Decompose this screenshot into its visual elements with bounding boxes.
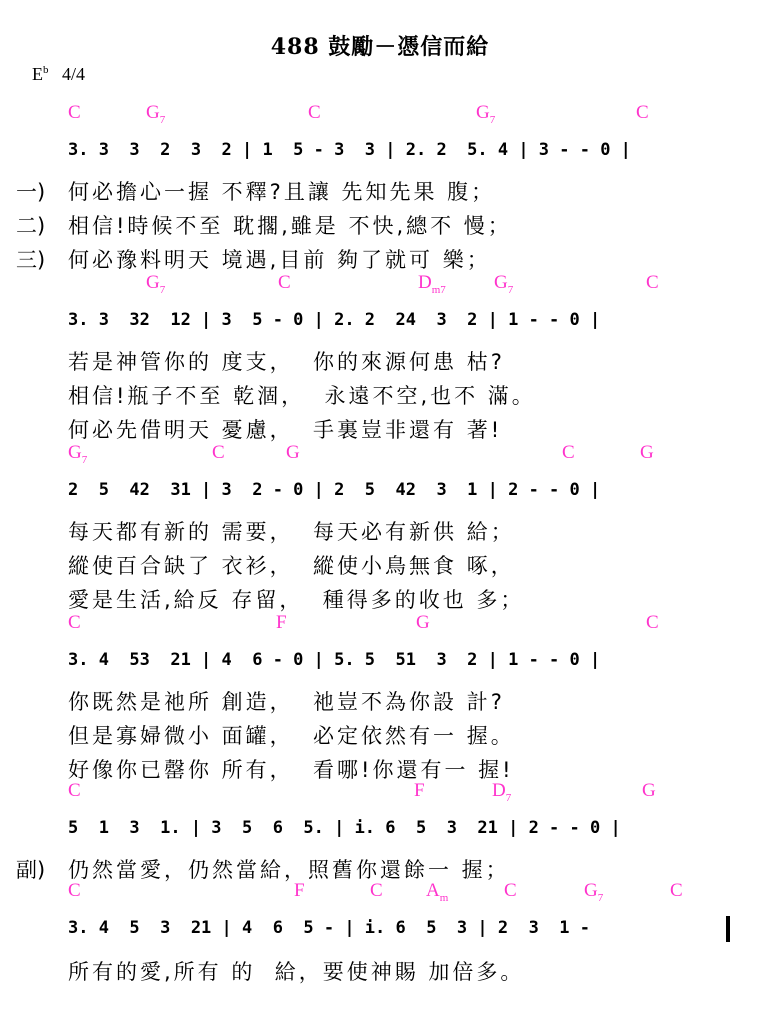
chord-symbol: C: [68, 780, 81, 801]
lyric-line: 相信!瓶子不至 乾涸， 永遠不空,也不 滿。: [68, 384, 536, 408]
chord-symbol: G: [640, 442, 654, 463]
verse-label: 二): [16, 214, 46, 238]
lyric-line: 所有的愛,所有 的 給，要使神賜 加倍多。: [68, 960, 525, 984]
lyric-line: 何必擔心一握 不釋?且讓 先知先果 腹；: [68, 180, 496, 204]
chord-symbol: F: [414, 780, 425, 801]
notation-line: 3. 3 32 12 | 3 5 - 0 | 2. 2 24 3 2 | 1 - - 0 |: [68, 310, 601, 330]
chord-symbol: F: [294, 880, 305, 901]
chord-symbol: C: [278, 272, 291, 293]
chord-symbol: $G_7$: [68, 442, 88, 466]
chord-symbol: $G_7$: [146, 272, 166, 296]
lyric-line: 仍然當愛，仍然當給，照舊你還餘一 握；: [68, 858, 510, 882]
notation-line: 5 1 3 1. | 3 5 6 5. | i. 6 5 3 21 | 2 - - 0 |: [68, 818, 621, 838]
chord-symbol: $A_m$: [426, 880, 449, 904]
key-letter: E: [32, 64, 43, 84]
verse-label: 一): [16, 180, 46, 204]
chord-symbol: $G_7$: [584, 880, 604, 904]
refrain-label: 副): [16, 858, 46, 882]
chord-symbol: $D_7$: [492, 780, 512, 804]
chord-symbol: C: [370, 880, 383, 901]
notation-line: 3. 4 53 21 | 4 6 - 0 | 5. 5 51 3 2 | 1 - - 0 |: [68, 650, 601, 670]
chord-symbol: G: [416, 612, 430, 633]
chord-symbol: C: [562, 442, 575, 463]
lyric-line: 若是神管你的 度支， 你的來源何患 枯?: [68, 350, 505, 374]
song-title: 488 鼓勵－憑信而給: [270, 34, 490, 60]
lyric-line: 好像你已罄你 所有， 看哪!你還有一 握!: [68, 758, 514, 782]
lyric-line: 縱使百合缺了 衣衫， 縱使小鳥無食 啄，: [68, 554, 515, 578]
final-barline: [726, 916, 730, 942]
lyric-line: 何必先借明天 憂慮， 手裏豈非還有 著!: [68, 418, 503, 442]
chord-symbol: C: [212, 442, 225, 463]
chord-symbol: $G_7$: [146, 102, 166, 126]
verse-label: 三): [16, 248, 46, 272]
lyric-line: 相信!時候不至 耽擱,雖是 不快,總不 慢；: [68, 214, 512, 238]
chord-symbol: C: [504, 880, 517, 901]
lyric-line: 但是寡婦微小 面罐， 必定依然有一 握。: [68, 724, 515, 748]
chord-symbol: $G_7$: [494, 272, 514, 296]
chord-symbol: C: [646, 272, 659, 293]
time-signature: 4/4: [62, 64, 86, 84]
lyric-line: 你既然是祂所 創造， 祂豈不為你設 計?: [68, 690, 505, 714]
chord-symbol: C: [670, 880, 683, 901]
chord-symbol: $D_{m7}$: [418, 272, 446, 296]
chord-symbol: C: [636, 102, 649, 123]
chord-symbol: $G_7$: [476, 102, 496, 126]
chord-symbol: C: [68, 612, 81, 633]
key-accidental: b: [43, 64, 49, 76]
notation-line: 2 5 42 31 | 3 2 - 0 | 2 5 42 3 1 | 2 - - 0 |: [68, 480, 601, 500]
chord-symbol: C: [308, 102, 321, 123]
key-signature: [32, 64, 85, 85]
notation-line: 3. 3 3 2 3 2 | 1 5 - 3 3 | 2. 2 5. 4 | 3 - - 0 |: [68, 140, 631, 160]
chord-symbol: C: [68, 102, 81, 123]
chord-symbol: C: [646, 612, 659, 633]
lyric-line: 每天都有新的 需要， 每天必有新供 給；: [68, 520, 515, 544]
notation-line: 3. 4 5 3 21 | 4 6 5 - | i. 6 5 3 | 2 3 1 -: [68, 918, 590, 938]
lyric-line: 愛是生活,給反 存留， 種得多的收也 多；: [68, 588, 525, 612]
chord-symbol: G: [642, 780, 656, 801]
chord-symbol: F: [276, 612, 287, 633]
lyric-line: 何必豫料明天 境遇,目前 夠了就可 樂；: [68, 248, 491, 272]
chord-symbol: G: [286, 442, 300, 463]
chord-symbol: C: [68, 880, 81, 901]
